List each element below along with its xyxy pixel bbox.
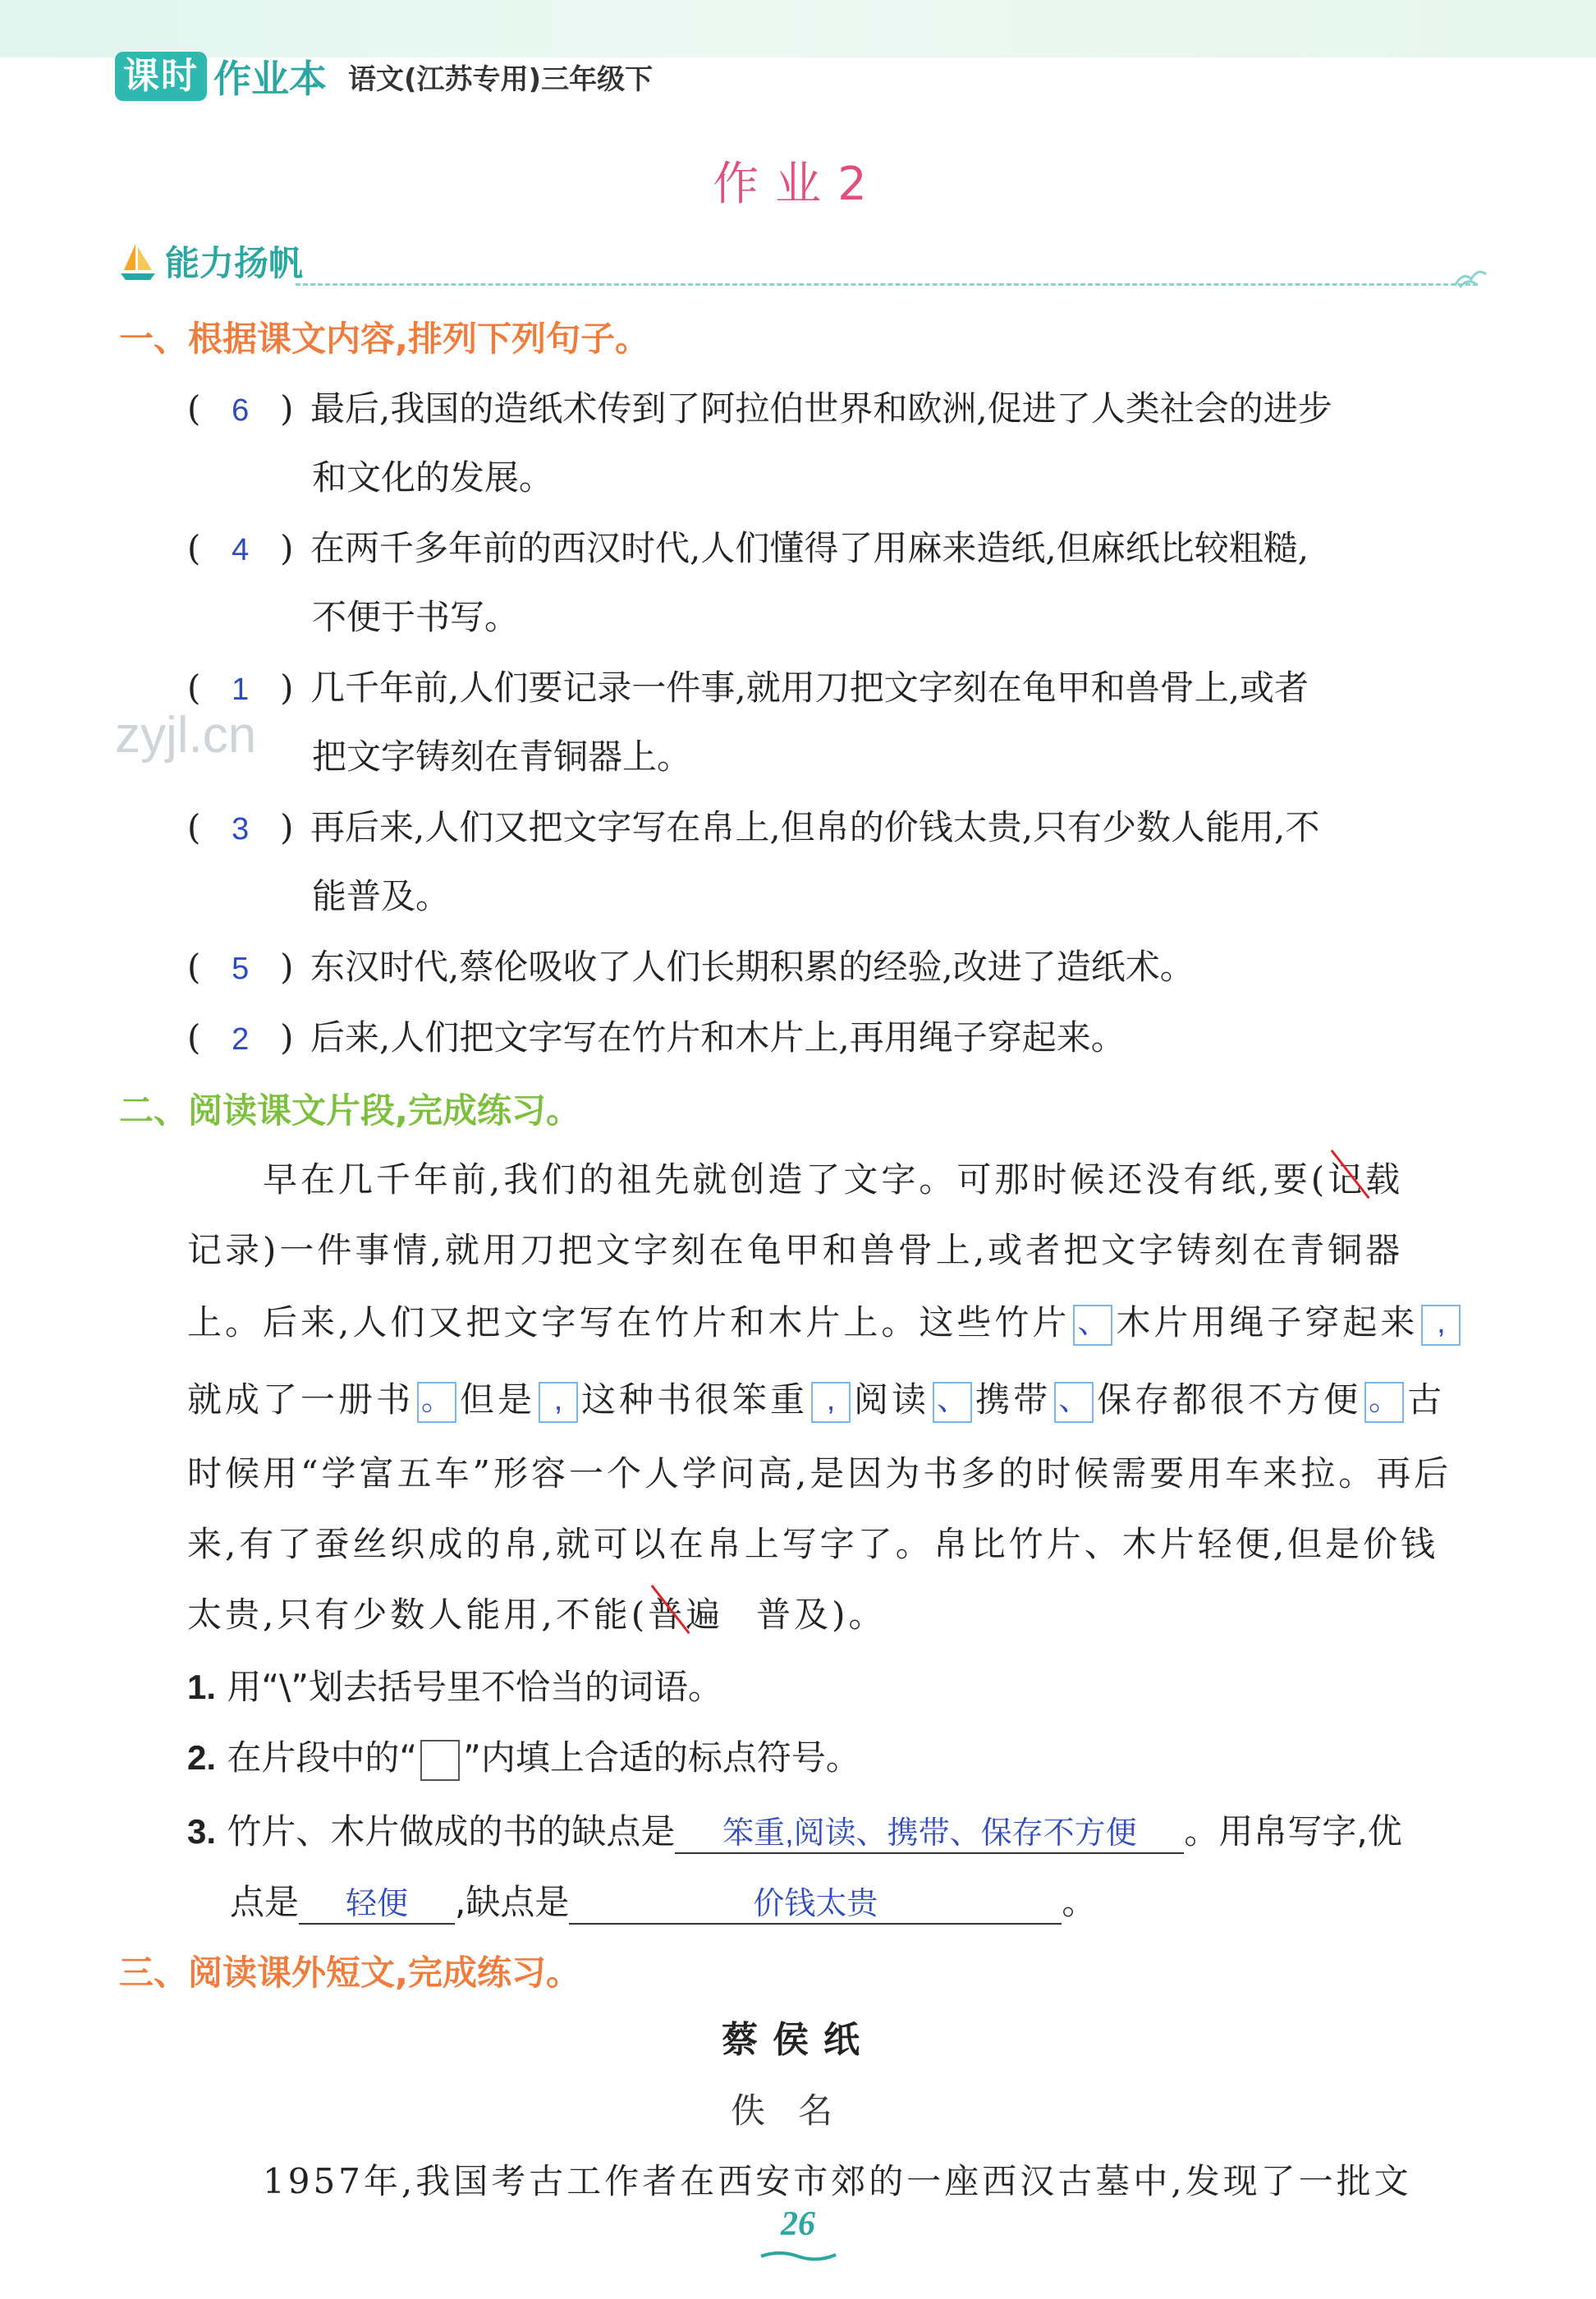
answer: 4: [232, 533, 250, 567]
punctuation-box: 。: [417, 1382, 456, 1423]
exercise-text: 在片段中的“: [227, 1737, 418, 1778]
answer: 5: [232, 952, 250, 986]
exercise-text: ,缺点是: [455, 1882, 570, 1922]
question-3-title: 三、阅读课外短文,完成练习。: [119, 1953, 580, 1993]
exercise-1: [187, 1660, 722, 1709]
exercise-text: 。: [1062, 1882, 1097, 1922]
punctuation-box: ,: [811, 1382, 851, 1423]
section-label: 能力扬帆: [165, 243, 304, 283]
passage-text: 这种书很笨重: [581, 1379, 809, 1420]
page-ornament-icon: [759, 2248, 837, 2261]
passage-text: 就成了一册书: [187, 1379, 415, 1420]
passage-text: 木片用绳子穿起来: [1116, 1302, 1419, 1342]
punctuation-box: 、: [933, 1382, 972, 1423]
sentence: 东汉时代,蔡伦吸收了人们长期积累的经验,改进了造纸术。: [310, 947, 1195, 987]
list-item: ( 2 ) 后来,人们把文字写在竹片和木片上,再用绳子穿起来。: [187, 1003, 1126, 1074]
list-item: ( 5 ) 东汉时代,蔡伦吸收了人们长期积累的经验,改进了造纸术。: [187, 933, 1195, 1003]
list-item: ( 6 ) 最后,我国的造纸术传到了阿拉伯世界和欧洲,促进了人类社会的进步: [187, 374, 1332, 445]
list-item: ( 3 ) 再后来,人们又把文字写在帛上,但帛的价钱太贵,只有少数人能用,不: [187, 793, 1319, 864]
sentence-continued: 把文字铸刻在青铜器上。: [312, 737, 692, 777]
sentence-continued: 不便于书写。: [312, 597, 520, 637]
passage-text: 上。后来,人们又把文字写在竹片和木片上。这些竹片: [187, 1302, 1071, 1342]
header: [115, 48, 653, 105]
passage-text: 太贵,只有少数人能用,不能(: [187, 1595, 649, 1635]
answer-blank[interactable]: 价钱太贵: [569, 1878, 1062, 1925]
page-title: 作业2: [713, 158, 883, 211]
struck-word: 记: [1328, 1153, 1365, 1202]
punctuation-box: 、: [1073, 1305, 1112, 1346]
sentence-continued: 和文化的发展。: [312, 457, 554, 498]
passage-text: 携带: [975, 1379, 1052, 1420]
passage-text: 普及)。: [756, 1595, 887, 1635]
passage-text: 早在几千年前,我们的祖先就创造了文字。可那时候还没有纸,要(: [263, 1159, 1328, 1200]
passage-line: 时候用“学富五车”形容一个人学问高,是因为书多的时候需要用车来拉。再后: [187, 1453, 1452, 1494]
article-author: 佚名: [730, 2090, 865, 2131]
logo-text: 作业本: [213, 57, 327, 101]
punctuation-box: 、: [1054, 1382, 1094, 1423]
struck-word: 普遍: [648, 1588, 723, 1637]
exercise-number: 3.: [187, 1812, 217, 1851]
answer: 3: [232, 812, 250, 847]
list-item: ( 1 ) 几千年前,人们要记录一件事,就用刀把文字刻在龟甲和兽骨上,或者: [187, 654, 1309, 724]
passage-line: [187, 1588, 1484, 1637]
passage-line: 来,有了蚕丝织成的帛,就可以在帛上写字了。帛比竹片、木片轻便,但是价钱: [187, 1524, 1439, 1564]
article-line: 1957年,我国考古工作者在西安市郊的一座西汉古墓中,发现了一批文: [263, 2161, 1412, 2201]
empty-box-icon: [420, 1740, 460, 1781]
article-title: 蔡侯纸: [722, 2019, 874, 2061]
exercise-text: 。用帛写字,优: [1184, 1811, 1402, 1852]
passage-line: [263, 1153, 1486, 1202]
passage-line: [187, 1373, 1484, 1423]
wave-icon: [1453, 263, 1488, 289]
punctuation-box: ,: [1421, 1305, 1461, 1346]
exercise-number: 2.: [187, 1738, 217, 1777]
answer: 6: [232, 393, 250, 428]
sailboat-icon: [119, 241, 157, 282]
exercise-2: [187, 1731, 860, 1781]
sentence: 再后来,人们又把文字写在帛上,但帛的价钱太贵,只有少数人能用,不: [310, 807, 1320, 847]
page-number: 26: [781, 2205, 815, 2243]
exercise-text: 点是: [230, 1882, 300, 1922]
sentence: 后来,人们把文字写在竹片和木片上,再用绳子穿起来。: [310, 1017, 1126, 1058]
section-divider: [296, 283, 1478, 286]
punctuation-box: ,: [539, 1382, 578, 1423]
book-title: 语文(江苏专用)三年级下: [348, 62, 654, 96]
passage-text: 但是: [460, 1379, 536, 1420]
passage-line: 记录)一件事情,就用刀把文字刻在龟甲和兽骨上,或者把文字铸刻在青铜器: [187, 1230, 1404, 1270]
passage-line: [187, 1296, 1484, 1346]
punctuation-box: 。: [1364, 1382, 1404, 1423]
answer: 2: [232, 1022, 250, 1057]
exercise-text: 用“\”划去括号里不恰当的词语。: [227, 1667, 723, 1707]
watermark: zyjl.cn: [115, 707, 257, 764]
exercise-number: 1.: [187, 1668, 217, 1706]
exercise-text: 竹片、木片做成的书的缺点是: [227, 1811, 676, 1852]
passage-text: 载: [1365, 1159, 1404, 1200]
passage-text: 阅读: [854, 1379, 930, 1420]
sentence: 最后,我国的造纸术传到了阿拉伯世界和欧洲,促进了人类社会的进步: [310, 388, 1332, 429]
question-1-title: 一、根据课文内容,排列下列句子。: [119, 319, 649, 359]
exercise-3: [187, 1805, 1402, 1854]
sentence: 在两千多年前的西汉时代,人们懂得了用麻来造纸,但麻纸比较粗糙,: [310, 528, 1309, 568]
logo-badge: 课时: [115, 52, 207, 101]
answer-blank[interactable]: 轻便: [299, 1878, 455, 1925]
list-item: ( 4 ) 在两千多年前的西汉时代,人们懂得了用麻来造纸,但麻纸比较粗糙,: [187, 514, 1309, 585]
answer-blank[interactable]: 笨重,阅读、携带、保存不方便: [675, 1807, 1184, 1854]
exercise-3-continued: [230, 1875, 1096, 1925]
exercise-text: ”内填上合适的标点符号。: [463, 1737, 860, 1778]
logo: [115, 49, 327, 103]
question-2-title: 二、阅读课文片段,完成练习。: [119, 1090, 580, 1131]
sentence-continued: 能普及。: [312, 876, 451, 916]
passage-text: 保存都很不方便: [1097, 1379, 1362, 1420]
answer: 1: [232, 672, 250, 707]
passage-text: 古: [1407, 1379, 1446, 1420]
sentence: 几千年前,人们要记录一件事,就用刀把文字刻在龟甲和兽骨上,或者: [310, 668, 1309, 708]
section-heading: [119, 236, 303, 286]
